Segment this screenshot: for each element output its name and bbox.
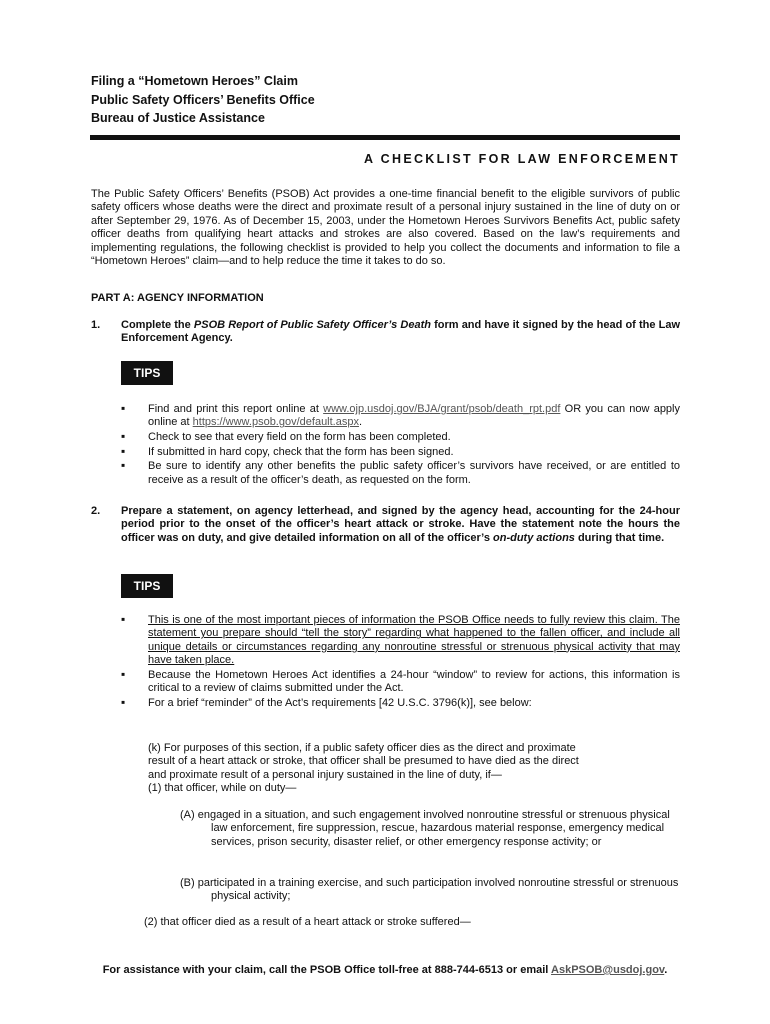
- list-item: ▪ If submitted in hard copy, check that the form has been signed.: [121, 446, 680, 459]
- list-item: ▪ Check to see that every field on the form has been completed.: [121, 431, 680, 444]
- header-line-1: Filing a “Hometown Heroes” Claim: [91, 74, 298, 88]
- tips-list-1: [121, 403, 680, 488]
- list-item: [121, 403, 680, 430]
- statute-paragraph-k: (k) For purposes of this section, if a public safety officer dies as the direct and proximate result of a heart attack or stroke, that officer shall be presumed to have died as the direct and proximate result of a personal injury sustained in the line of duty, if—: [148, 742, 579, 781]
- bullet-text: Find and print this report online at: [148, 403, 324, 415]
- tips-list-2: [121, 614, 680, 711]
- list-item: ▪ For a brief “reminder” of the Act’s requirements [42 U.S.C. 3796(k)], see below:: [121, 697, 680, 710]
- checklist-item-2: [91, 505, 680, 545]
- email-link[interactable]: AskPSOB@usdoj.gov: [551, 964, 665, 976]
- statute-clause-b: (B) participated in a training exercise, and such participation involved nonroutine stressful or strenuous physical activity;: [180, 877, 679, 903]
- footer-text: .: [664, 964, 668, 976]
- item-text-post: during that time.: [574, 531, 665, 544]
- statute-clause-1: (1) that officer, while on duty—: [148, 782, 297, 794]
- header-line-2: Public Safety Officers’ Benefits Office: [91, 92, 315, 107]
- checklist-item-1: [91, 319, 680, 346]
- item-number: 2.: [91, 505, 101, 517]
- intro-paragraph: The Public Safety Officers’ Benefits (PSOB) Act provides a one-time financial benefit to the eligible survivors of public safety officers whose deaths were the direct and proximate result of a personal injury sustained in the line of duty on or after September 29, 1976. As of December 15, 2003, under the Hometown Heroes Survivors Benefits Act, public safety officer deaths from qualifying heart attacks and strokes are also covered. Based on the law’s requirements and implementing regulations, the following checklist is provided to help you collect the documents and information to file a “Hometown Heroes” claim—and to help reduce the time it takes to do so.: [91, 188, 680, 268]
- item-text-emphasis: PSOB Report of Public Safety Officer’s Death: [193, 319, 431, 331]
- item-text-pre: Prepare a statement, on agency letterhead, and signed by the agency head, accounting for the 24-hour period prior to the onset of the officer’s heart attack or stroke. Have the statement note the hours the officer was on duty, and give detailed information on all of the officer’s: [121, 505, 680, 544]
- statute-clause-a: (A) engaged in a situation, and such engagement involved nonroutine stressful or strenuous physical law enforcement, fire suppression, rescue, hazardous material response, emergency medical services, prison security, disaster relief, or other emergency response activity; or: [180, 809, 670, 848]
- page-title: A CHECKLIST FOR LAW ENFORCEMENT: [364, 152, 680, 166]
- item-text: [121, 319, 680, 346]
- list-item: ▪ Be sure to identify any other benefits the public safety officer’s survivors have received, or are entitled to receive as a result of the officer’s death, as requested on the form.: [121, 460, 680, 487]
- header-rule: [90, 135, 680, 140]
- item-text-post: form and have it signed by the head of the Law Enforcement Agency.: [121, 319, 681, 345]
- death-report-link[interactable]: www.ojp.usdoj.gov/BJA/grant/psob/death_rpt.pdf: [323, 403, 561, 415]
- item-text: [121, 505, 680, 545]
- bullet-text: OR you can now apply online at: [148, 403, 680, 429]
- item-number: 1.: [91, 319, 101, 331]
- bullet-text: .: [358, 416, 363, 429]
- document-header: [91, 72, 315, 128]
- part-a-heading: PART A: AGENCY INFORMATION: [91, 292, 264, 304]
- tips-badge: TIPS: [121, 574, 173, 598]
- footer-text: For assistance with your claim, call the PSOB Office toll-free at 888-744-6513 or email: [102, 964, 552, 976]
- psob-online-link[interactable]: https://www.psob.gov/default.aspx: [192, 416, 359, 429]
- statute-clause-2: (2) that officer died as a result of a heart attack or stroke suffered—: [144, 916, 471, 928]
- item-text-emphasis: on-duty actions: [493, 531, 575, 544]
- tips-badge: TIPS: [121, 361, 173, 385]
- list-item: ▪ This is one of the most important pieces of information the PSOB Office needs to fully review this claim. The statement you prepare should “tell the story” regarding what happened to the fallen officer, and include all unique details or circumstances regarding any nonroutine stressful or strenuous physical activity that may have taken place.: [121, 614, 680, 668]
- item-text-pre: Complete the: [121, 319, 194, 331]
- list-item: ▪ Because the Hometown Heroes Act identifies a 24-hour “window” to review for actions, this information is critical to a review of claims submitted under the Act.: [121, 669, 680, 696]
- assistance-footer: [0, 964, 770, 976]
- header-line-3: Bureau of Justice Assistance: [91, 111, 265, 125]
